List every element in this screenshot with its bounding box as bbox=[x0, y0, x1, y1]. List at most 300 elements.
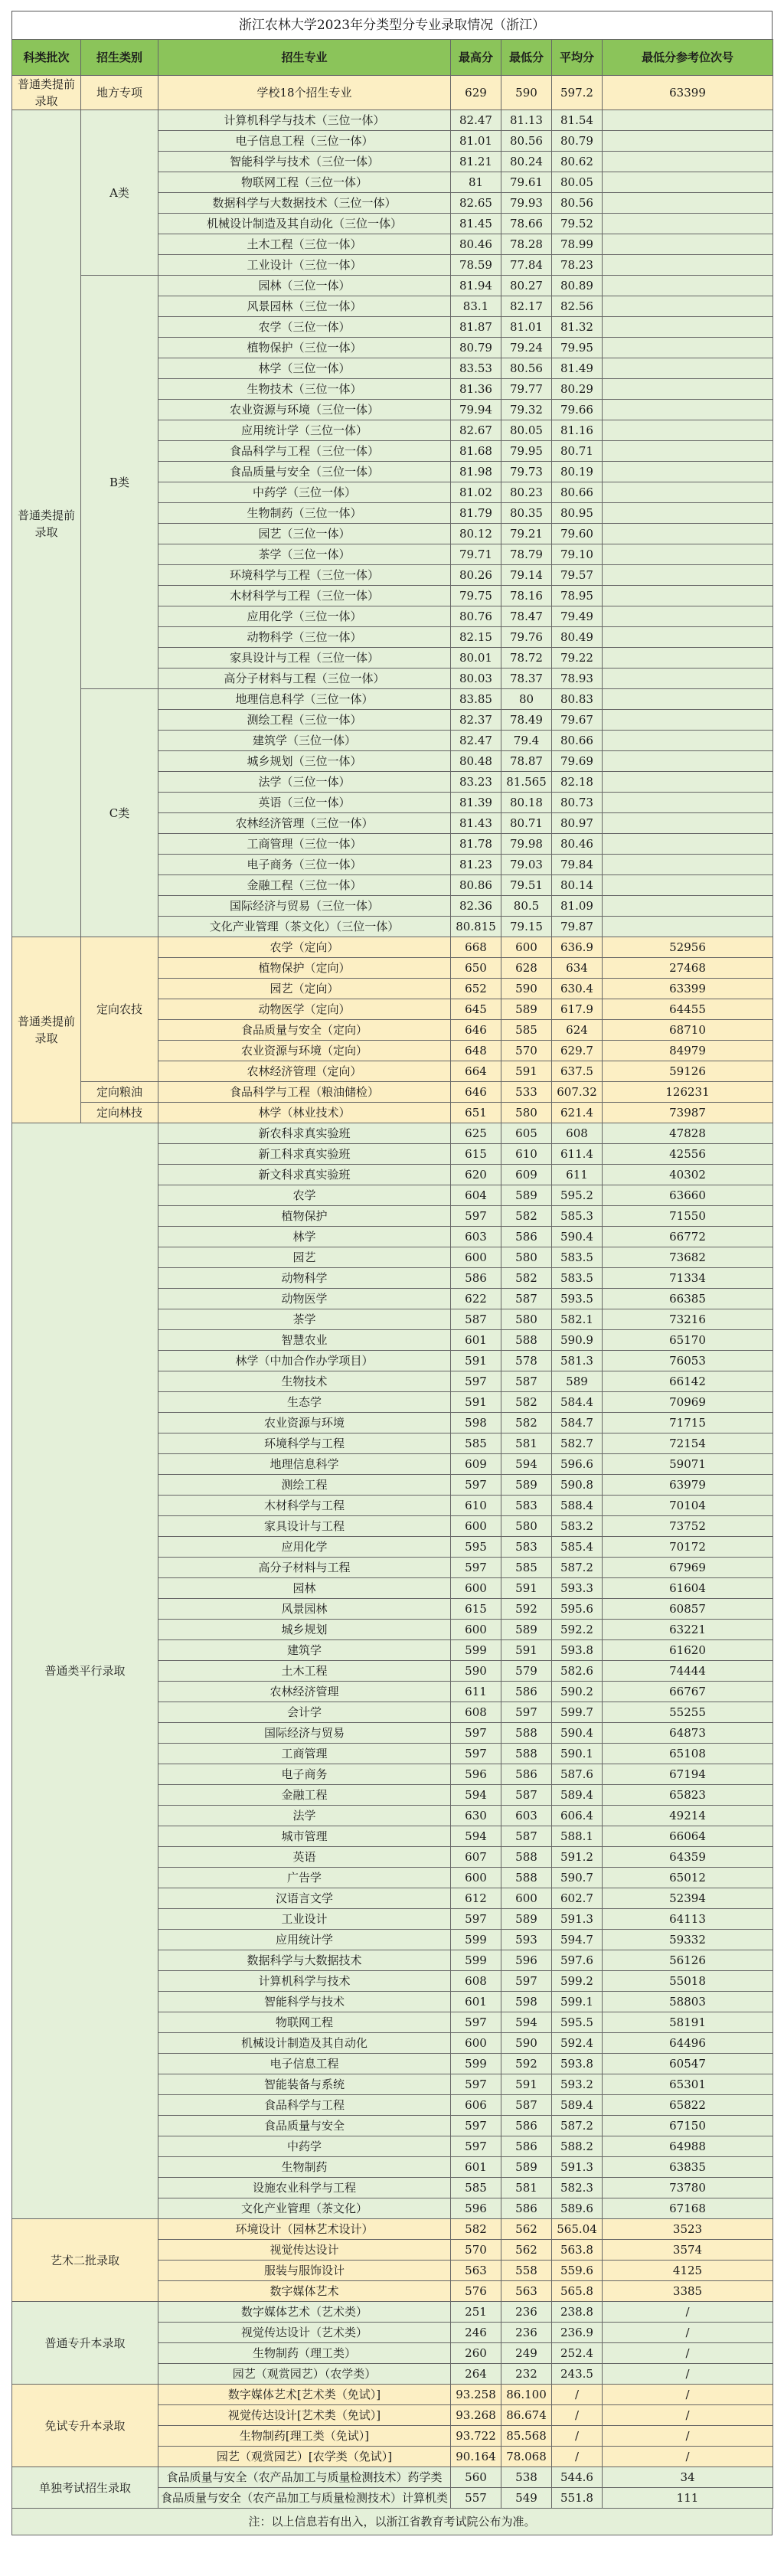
major-name: 工商管理（三位一体） bbox=[158, 834, 451, 855]
min-rank bbox=[603, 317, 773, 338]
min-score: 570 bbox=[501, 1041, 552, 1061]
min-score: 582 bbox=[501, 1268, 552, 1289]
major-name: 建筑学（三位一体） bbox=[158, 731, 451, 751]
major-name: 电子商务 bbox=[158, 1764, 451, 1785]
max-score: 645 bbox=[451, 999, 501, 1020]
min-rank bbox=[603, 565, 773, 586]
min-score: 80.71 bbox=[501, 813, 552, 834]
min-rank: 111 bbox=[603, 2488, 773, 2509]
min-rank: 66385 bbox=[603, 1289, 773, 1309]
max-score: 81.02 bbox=[451, 482, 501, 503]
min-score: 581 bbox=[501, 2178, 552, 2198]
max-score: 607 bbox=[451, 1847, 501, 1868]
major-name: 食品质量与安全（三位一体） bbox=[158, 462, 451, 482]
min-rank bbox=[603, 793, 773, 813]
avg-score: 80.56 bbox=[552, 193, 603, 214]
category-cell: B类 bbox=[81, 276, 158, 689]
min-score: 586 bbox=[501, 1682, 552, 1702]
batch-cell: 普通类平行录取 bbox=[12, 1123, 158, 2219]
major-name: 金融工程 bbox=[158, 1785, 451, 1806]
min-score: 583 bbox=[501, 1537, 552, 1558]
min-score: 562 bbox=[501, 2219, 552, 2240]
min-rank bbox=[603, 234, 773, 255]
avg-score: 592.4 bbox=[552, 2033, 603, 2054]
min-score: 78.16 bbox=[501, 586, 552, 606]
batch-cell: 普通类提前录取 bbox=[12, 937, 81, 1123]
avg-score: 606.4 bbox=[552, 1806, 603, 1826]
min-rank: 67969 bbox=[603, 1558, 773, 1578]
max-score: 585 bbox=[451, 2178, 501, 2198]
max-score: 597 bbox=[451, 1909, 501, 1930]
avg-score: 590.1 bbox=[552, 1744, 603, 1764]
min-score: 78.37 bbox=[501, 669, 552, 689]
header-max-score: 最高分 bbox=[451, 40, 501, 76]
min-rank: 63979 bbox=[603, 1475, 773, 1496]
min-score: 563 bbox=[501, 2281, 552, 2302]
max-score: 630 bbox=[451, 1806, 501, 1826]
avg-score: 599.7 bbox=[552, 1702, 603, 1723]
min-score: 249 bbox=[501, 2343, 552, 2364]
max-score: 82.67 bbox=[451, 420, 501, 441]
min-score: 596 bbox=[501, 1950, 552, 1971]
max-score: 595 bbox=[451, 1537, 501, 1558]
avg-score: 594.7 bbox=[552, 1930, 603, 1950]
min-score: 78.068 bbox=[501, 2447, 552, 2467]
min-score: 583 bbox=[501, 1496, 552, 1516]
min-score: 79.73 bbox=[501, 462, 552, 482]
avg-score: 79.60 bbox=[552, 524, 603, 544]
min-rank: 73780 bbox=[603, 2178, 773, 2198]
min-score: 591 bbox=[501, 1640, 552, 1661]
min-score: 589 bbox=[501, 1185, 552, 1206]
major-name: 金融工程（三位一体） bbox=[158, 875, 451, 896]
min-score: 79.61 bbox=[501, 172, 552, 193]
major-name: 数字媒体艺术 bbox=[158, 2281, 451, 2302]
header-major: 招生专业 bbox=[158, 40, 451, 76]
min-rank bbox=[603, 648, 773, 669]
min-score: 594 bbox=[501, 1454, 552, 1475]
max-score: 251 bbox=[451, 2302, 501, 2323]
min-score: 609 bbox=[501, 1165, 552, 1185]
min-score: 592 bbox=[501, 2054, 552, 2074]
min-score: 82.17 bbox=[501, 296, 552, 317]
major-name: 风景园林（三位一体） bbox=[158, 296, 451, 317]
max-score: 586 bbox=[451, 1268, 501, 1289]
min-score: 78.47 bbox=[501, 606, 552, 627]
avg-score: 78.95 bbox=[552, 586, 603, 606]
max-score: 600 bbox=[451, 1247, 501, 1268]
major-name: 生物制药[理工类（免试）] bbox=[158, 2426, 451, 2447]
min-rank: 72154 bbox=[603, 1433, 773, 1454]
max-score: 80.86 bbox=[451, 875, 501, 896]
major-name: 服装与服饰设计 bbox=[158, 2261, 451, 2281]
avg-score: 593.8 bbox=[552, 1640, 603, 1661]
avg-score: 79.69 bbox=[552, 751, 603, 772]
avg-score: 589.6 bbox=[552, 2198, 603, 2219]
min-rank bbox=[603, 751, 773, 772]
max-score: 81.78 bbox=[451, 834, 501, 855]
avg-score: 588.4 bbox=[552, 1496, 603, 1516]
major-name: 城乡规划 bbox=[158, 1620, 451, 1640]
max-score: 81.23 bbox=[451, 855, 501, 875]
min-rank: 34 bbox=[603, 2467, 773, 2488]
avg-score: 80.29 bbox=[552, 379, 603, 400]
major-name: 英语（三位一体） bbox=[158, 793, 451, 813]
min-score: 586 bbox=[501, 1227, 552, 1247]
min-rank: 67194 bbox=[603, 1764, 773, 1785]
batch-cell: 普通专升本录取 bbox=[12, 2302, 158, 2385]
min-score: 85.568 bbox=[501, 2426, 552, 2447]
min-rank: 65823 bbox=[603, 1785, 773, 1806]
avg-score: 587.2 bbox=[552, 2116, 603, 2136]
avg-score: 617.9 bbox=[552, 999, 603, 1020]
avg-score: 608 bbox=[552, 1123, 603, 1144]
max-score: 652 bbox=[451, 979, 501, 999]
admission-table bbox=[11, 39, 773, 2509]
major-name: 数字媒体艺术（艺术类） bbox=[158, 2302, 451, 2323]
max-score: 591 bbox=[451, 1351, 501, 1371]
major-name: 高分子材料与工程（三位一体） bbox=[158, 669, 451, 689]
major-name: 工业设计 bbox=[158, 1909, 451, 1930]
major-name: 中药学（三位一体） bbox=[158, 482, 451, 503]
major-name: 农学（三位一体） bbox=[158, 317, 451, 338]
major-name: 农业资源与环境（定向） bbox=[158, 1041, 451, 1061]
max-score: 79.94 bbox=[451, 400, 501, 420]
major-name: 家具设计与工程（三位一体） bbox=[158, 648, 451, 669]
max-score: 81.79 bbox=[451, 503, 501, 524]
table-row bbox=[12, 1123, 773, 1144]
min-rank: / bbox=[603, 2364, 773, 2385]
max-score: 606 bbox=[451, 2095, 501, 2116]
avg-score: 565.04 bbox=[552, 2219, 603, 2240]
min-score: 589 bbox=[501, 1475, 552, 1496]
batch-cell: 免试专升本录取 bbox=[12, 2385, 158, 2467]
avg-score: 596.6 bbox=[552, 1454, 603, 1475]
major-name: 英语 bbox=[158, 1847, 451, 1868]
max-score: 81.01 bbox=[451, 131, 501, 152]
min-score: 79.98 bbox=[501, 834, 552, 855]
table-row bbox=[12, 1103, 773, 1123]
max-score: 264 bbox=[451, 2364, 501, 2385]
max-score: 82.47 bbox=[451, 731, 501, 751]
max-score: 612 bbox=[451, 1888, 501, 1909]
header-batch: 科类批次 bbox=[12, 40, 81, 76]
min-rank bbox=[603, 855, 773, 875]
min-rank: / bbox=[603, 2302, 773, 2323]
min-score: 79.77 bbox=[501, 379, 552, 400]
min-score: 587 bbox=[501, 1785, 552, 1806]
max-score: 668 bbox=[451, 937, 501, 958]
max-score: 80.03 bbox=[451, 669, 501, 689]
major-name: 数据科学与大数据技术（三位一体） bbox=[158, 193, 451, 214]
min-score: 605 bbox=[501, 1123, 552, 1144]
table-body bbox=[12, 76, 773, 2509]
min-score: 79.51 bbox=[501, 875, 552, 896]
major-name: 食品科学与工程（三位一体） bbox=[158, 441, 451, 462]
avg-score: 590.8 bbox=[552, 1475, 603, 1496]
major-name: 国际经济与贸易 bbox=[158, 1723, 451, 1744]
major-name: 计算机科学与技术 bbox=[158, 1971, 451, 1992]
max-score: 80.76 bbox=[451, 606, 501, 627]
avg-score: 588.1 bbox=[552, 1826, 603, 1847]
max-score: 651 bbox=[451, 1103, 501, 1123]
min-score: 79.95 bbox=[501, 441, 552, 462]
avg-score: 78.23 bbox=[552, 255, 603, 276]
table-row bbox=[12, 937, 773, 958]
min-rank: 3385 bbox=[603, 2281, 773, 2302]
avg-score: 236.9 bbox=[552, 2323, 603, 2343]
min-score: 588 bbox=[501, 1723, 552, 1744]
avg-score: 563.8 bbox=[552, 2240, 603, 2261]
max-score: 601 bbox=[451, 1992, 501, 2012]
max-score: 83.85 bbox=[451, 689, 501, 710]
major-name: 应用统计学（三位一体） bbox=[158, 420, 451, 441]
major-name: 数据科学与大数据技术 bbox=[158, 1950, 451, 1971]
admission-sheet bbox=[11, 11, 773, 2535]
min-rank bbox=[603, 131, 773, 152]
min-rank: 70969 bbox=[603, 1392, 773, 1413]
max-score: 82.65 bbox=[451, 193, 501, 214]
min-rank: 63660 bbox=[603, 1185, 773, 1206]
min-rank: 65012 bbox=[603, 1868, 773, 1888]
max-score: 81.21 bbox=[451, 152, 501, 172]
avg-score: 583.2 bbox=[552, 1516, 603, 1537]
min-score: 562 bbox=[501, 2240, 552, 2261]
max-score: 79.71 bbox=[451, 544, 501, 565]
major-name: 法学（三位一体） bbox=[158, 772, 451, 793]
min-score: 582 bbox=[501, 1413, 552, 1433]
min-score: 586 bbox=[501, 2136, 552, 2157]
min-rank: 71715 bbox=[603, 1413, 773, 1433]
min-score: 80.56 bbox=[501, 131, 552, 152]
min-score: 585 bbox=[501, 1020, 552, 1041]
min-rank: 76053 bbox=[603, 1351, 773, 1371]
avg-score: 79.57 bbox=[552, 565, 603, 586]
avg-score: 591.2 bbox=[552, 1847, 603, 1868]
avg-score: 593.8 bbox=[552, 2054, 603, 2074]
major-name: 机械设计制造及其自动化（三位一体） bbox=[158, 214, 451, 234]
min-score: 78.49 bbox=[501, 710, 552, 731]
min-rank bbox=[603, 689, 773, 710]
avg-score: 81.32 bbox=[552, 317, 603, 338]
min-score: 600 bbox=[501, 1888, 552, 1909]
major-name: 动物医学（定向） bbox=[158, 999, 451, 1020]
major-name: 法学 bbox=[158, 1806, 451, 1826]
max-score: 82.36 bbox=[451, 896, 501, 917]
min-score: 79.21 bbox=[501, 524, 552, 544]
min-rank: 52394 bbox=[603, 1888, 773, 1909]
major-name: 食品质量与安全（农产品加工与质量检测技术）计算机类 bbox=[158, 2488, 451, 2509]
avg-score: 599.1 bbox=[552, 1992, 603, 2012]
table-row bbox=[12, 689, 773, 710]
min-rank: 64873 bbox=[603, 1723, 773, 1744]
avg-score: 595.5 bbox=[552, 2012, 603, 2033]
avg-score: 79.66 bbox=[552, 400, 603, 420]
max-score: 93.722 bbox=[451, 2426, 501, 2447]
min-score: 580 bbox=[501, 1516, 552, 1537]
major-name: 食品质量与安全（定向） bbox=[158, 1020, 451, 1041]
avg-score: 593.3 bbox=[552, 1578, 603, 1599]
major-name: 土木工程（三位一体） bbox=[158, 234, 451, 255]
avg-score: 588.2 bbox=[552, 2136, 603, 2157]
avg-score: 559.6 bbox=[552, 2261, 603, 2281]
major-name: 动物科学 bbox=[158, 1268, 451, 1289]
max-score: 600 bbox=[451, 1578, 501, 1599]
min-rank: 65301 bbox=[603, 2074, 773, 2095]
max-score: 597 bbox=[451, 2136, 501, 2157]
major-name: 食品质量与安全 bbox=[158, 2116, 451, 2136]
min-score: 587 bbox=[501, 1826, 552, 1847]
max-score: 599 bbox=[451, 1930, 501, 1950]
min-score: 588 bbox=[501, 1330, 552, 1351]
max-score: 597 bbox=[451, 2074, 501, 2095]
avg-score: 79.22 bbox=[552, 648, 603, 669]
max-score: 81.94 bbox=[451, 276, 501, 296]
major-name: 测绘工程 bbox=[158, 1475, 451, 1496]
max-score: 585 bbox=[451, 1433, 501, 1454]
min-score: 79.4 bbox=[501, 731, 552, 751]
avg-score: 80.95 bbox=[552, 503, 603, 524]
max-score: 81.36 bbox=[451, 379, 501, 400]
min-rank bbox=[603, 152, 773, 172]
header-min-score: 最低分 bbox=[501, 40, 552, 76]
major-name: 视觉传达设计 bbox=[158, 2240, 451, 2261]
avg-score: 585.4 bbox=[552, 1537, 603, 1558]
max-score: 597 bbox=[451, 2116, 501, 2136]
major-name: 新文科求真实验班 bbox=[158, 1165, 451, 1185]
avg-score: 243.5 bbox=[552, 2364, 603, 2385]
max-score: 560 bbox=[451, 2467, 501, 2488]
avg-score: 79.52 bbox=[552, 214, 603, 234]
min-rank: 61604 bbox=[603, 1578, 773, 1599]
min-rank bbox=[603, 731, 773, 751]
min-rank: 64455 bbox=[603, 999, 773, 1020]
min-score: 588 bbox=[501, 1868, 552, 1888]
min-rank: / bbox=[603, 2323, 773, 2343]
min-rank: 63835 bbox=[603, 2157, 773, 2178]
min-rank: 74444 bbox=[603, 1661, 773, 1682]
min-rank: 71334 bbox=[603, 1268, 773, 1289]
avg-score: 611 bbox=[552, 1165, 603, 1185]
max-score: 81.39 bbox=[451, 793, 501, 813]
min-rank: / bbox=[603, 2447, 773, 2467]
min-rank: 59126 bbox=[603, 1061, 773, 1082]
min-rank: 67150 bbox=[603, 2116, 773, 2136]
max-score: 596 bbox=[451, 1764, 501, 1785]
avg-score: / bbox=[552, 2405, 603, 2426]
min-score: 589 bbox=[501, 2157, 552, 2178]
min-score: 79.32 bbox=[501, 400, 552, 420]
min-rank bbox=[603, 834, 773, 855]
min-score: 80.5 bbox=[501, 896, 552, 917]
major-name: 新工科求真实验班 bbox=[158, 1144, 451, 1165]
avg-score: 79.67 bbox=[552, 710, 603, 731]
avg-score: 599.2 bbox=[552, 1971, 603, 1992]
major-name: 智慧农业 bbox=[158, 1330, 451, 1351]
max-score: 81.43 bbox=[451, 813, 501, 834]
min-rank: / bbox=[603, 2405, 773, 2426]
min-rank bbox=[603, 420, 773, 441]
avg-score: 80.62 bbox=[552, 152, 603, 172]
major-name: 物联网工程 bbox=[158, 2012, 451, 2033]
min-rank: 64496 bbox=[603, 2033, 773, 2054]
avg-score: 584.4 bbox=[552, 1392, 603, 1413]
major-name: 生物制药（三位一体） bbox=[158, 503, 451, 524]
header-category: 招生类别 bbox=[81, 40, 158, 76]
min-score: 591 bbox=[501, 2074, 552, 2095]
avg-score: 80.05 bbox=[552, 172, 603, 193]
avg-score: 544.6 bbox=[552, 2467, 603, 2488]
table-row bbox=[12, 110, 773, 131]
min-rank bbox=[603, 813, 773, 834]
max-score: 78.59 bbox=[451, 255, 501, 276]
avg-score: 629.7 bbox=[552, 1041, 603, 1061]
major-name: 高分子材料与工程 bbox=[158, 1558, 451, 1578]
max-score: 590 bbox=[451, 1661, 501, 1682]
avg-score: 80.73 bbox=[552, 793, 603, 813]
major-name: 生物制药（理工类） bbox=[158, 2343, 451, 2364]
min-score: 79.93 bbox=[501, 193, 552, 214]
min-score: 590 bbox=[501, 76, 552, 110]
major-name: 智能装备与系统 bbox=[158, 2074, 451, 2095]
min-score: 591 bbox=[501, 1578, 552, 1599]
major-name: 电子信息工程 bbox=[158, 2054, 451, 2074]
max-score: 597 bbox=[451, 1558, 501, 1578]
min-rank: 65170 bbox=[603, 1330, 773, 1351]
major-name: 会计学 bbox=[158, 1702, 451, 1723]
batch-cell: 艺术二批录取 bbox=[12, 2219, 158, 2302]
min-rank bbox=[603, 586, 773, 606]
max-score: 83.53 bbox=[451, 358, 501, 379]
min-rank: 65822 bbox=[603, 2095, 773, 2116]
min-rank bbox=[603, 524, 773, 544]
major-name: 设施农业科学与工程 bbox=[158, 2178, 451, 2198]
min-score: 80.56 bbox=[501, 358, 552, 379]
avg-score: 81.49 bbox=[552, 358, 603, 379]
max-score: 80.815 bbox=[451, 917, 501, 937]
min-rank bbox=[603, 338, 773, 358]
min-rank: 4125 bbox=[603, 2261, 773, 2281]
avg-score: 589.4 bbox=[552, 1785, 603, 1806]
table-row bbox=[12, 2385, 773, 2405]
min-score: 79.76 bbox=[501, 627, 552, 648]
avg-score: 591.3 bbox=[552, 1909, 603, 1930]
min-score: 80.05 bbox=[501, 420, 552, 441]
avg-score: 79.10 bbox=[552, 544, 603, 565]
max-score: 83.23 bbox=[451, 772, 501, 793]
avg-score: 80.89 bbox=[552, 276, 603, 296]
avg-score: 581.3 bbox=[552, 1351, 603, 1371]
max-score: 620 bbox=[451, 1165, 501, 1185]
batch-cell: 普通类提前录取 bbox=[12, 110, 81, 937]
min-rank bbox=[603, 110, 773, 131]
category-cell: 定向粮油 bbox=[81, 1082, 158, 1103]
max-score: 82.37 bbox=[451, 710, 501, 731]
avg-score: 551.8 bbox=[552, 2488, 603, 2509]
avg-score: 82.56 bbox=[552, 296, 603, 317]
min-score: 78.66 bbox=[501, 214, 552, 234]
avg-score: 634 bbox=[552, 958, 603, 979]
major-name: 国际经济与贸易（三位一体） bbox=[158, 896, 451, 917]
min-score: 598 bbox=[501, 1992, 552, 2012]
min-rank: 58803 bbox=[603, 1992, 773, 2012]
max-score: 648 bbox=[451, 1041, 501, 1061]
avg-score: 80.49 bbox=[552, 627, 603, 648]
max-score: 80.46 bbox=[451, 234, 501, 255]
min-score: 587 bbox=[501, 2095, 552, 2116]
max-score: 594 bbox=[451, 1826, 501, 1847]
min-score: 588 bbox=[501, 1847, 552, 1868]
